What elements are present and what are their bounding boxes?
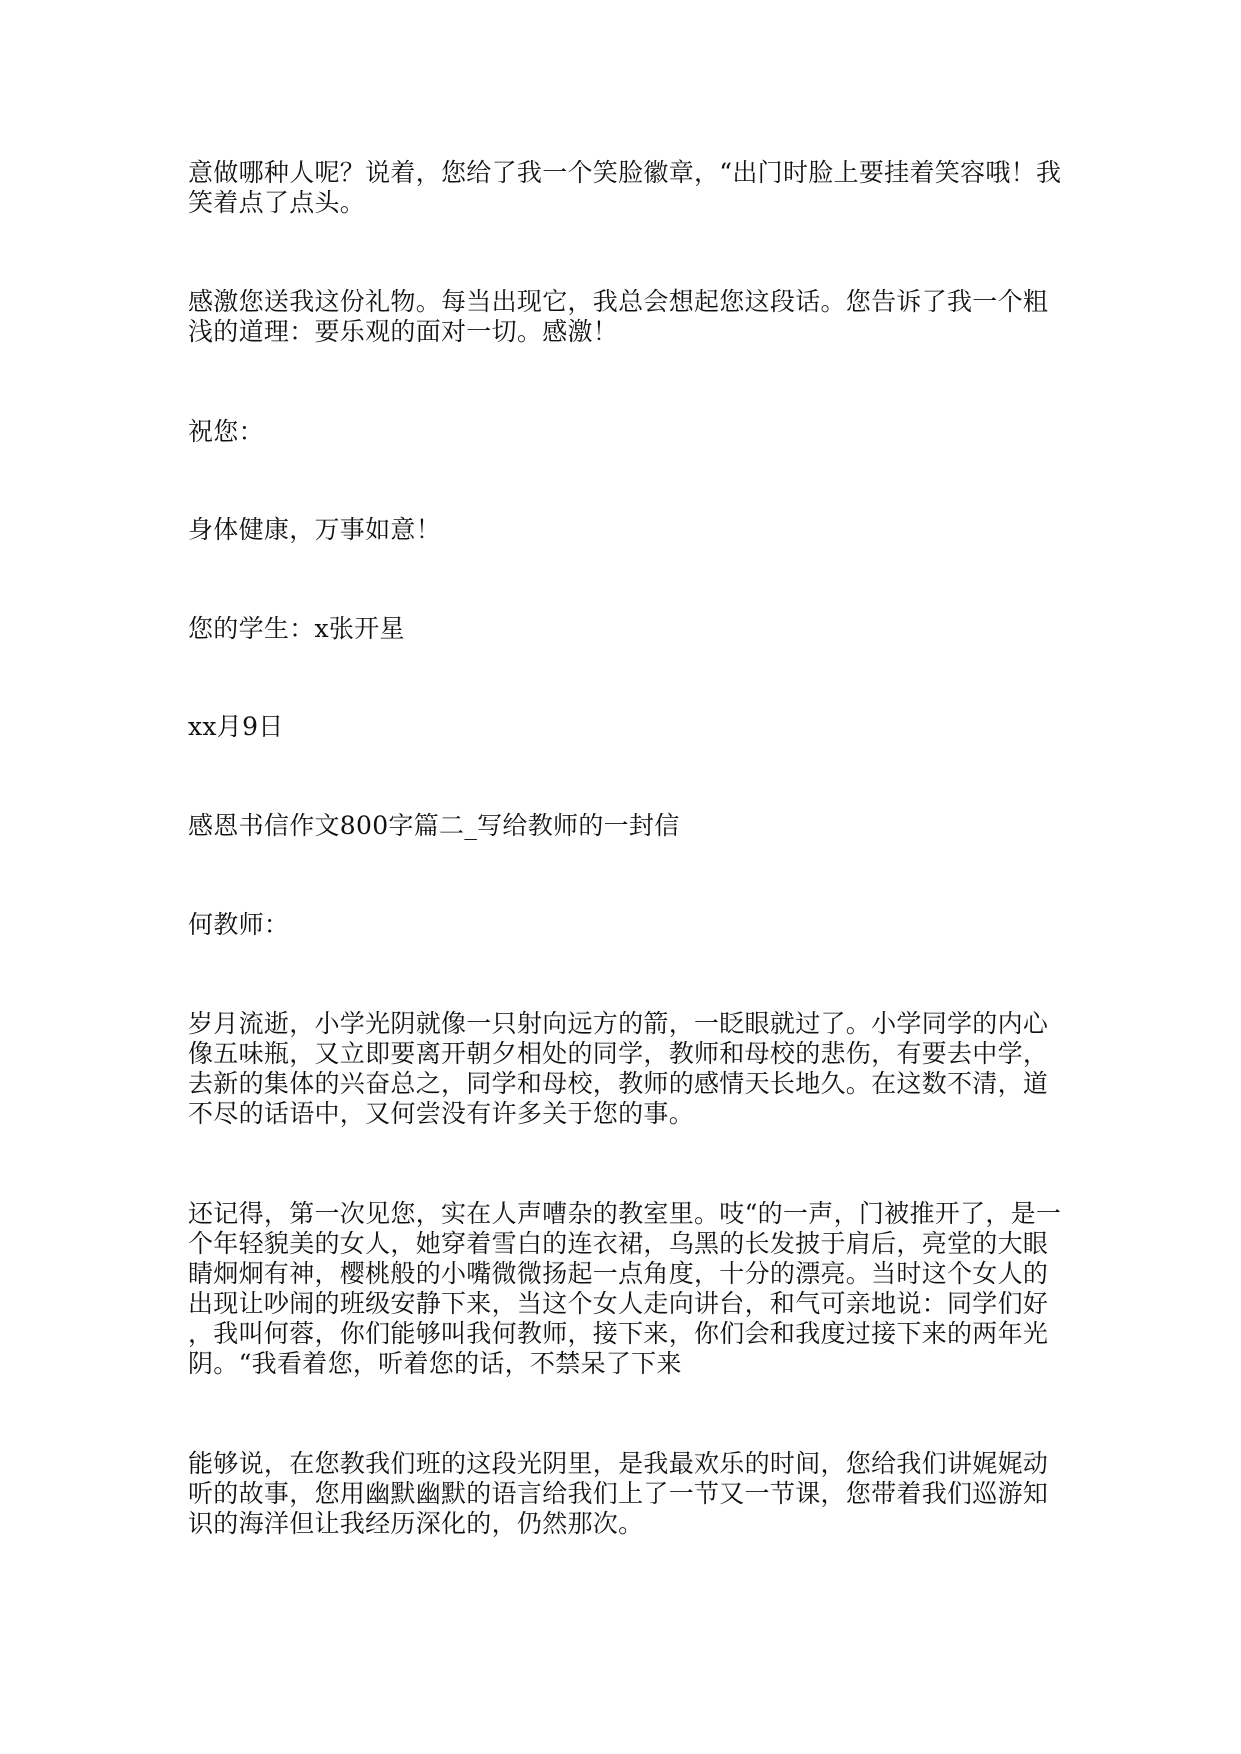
paragraph-line: 能够说，在您教我们班的这段光阴里，是我最欢乐的时间，您给我们讲娓娓动 xyxy=(188,1449,1049,1478)
paragraph-line: 阴。“我看着您，听着您的话，不禁呆了下来 xyxy=(188,1349,682,1378)
paragraph-line: 岁月流逝，小学光阴就像一只射向远方的箭，一眨眼就过了。小学同学的内心 xyxy=(188,1009,1049,1038)
paragraph-line: 去新的集体的兴奋总之，同学和母校，教师的感情天长地久。在这数不清，道 xyxy=(188,1069,1049,1098)
paragraph-line: 出现让吵闹的班级安静下来，当这个女人走向讲台，和气可亲地说：同学们好 xyxy=(188,1289,1049,1318)
paragraph-line: 感激您送我这份礼物。每当出现它，我总会想起您这段话。您告诉了我一个粗 xyxy=(188,287,1049,316)
section-heading: 感恩书信作文800字篇二_写给教师的一封信 xyxy=(188,811,680,840)
closing-salutation: 祝您： xyxy=(188,417,264,446)
paragraph-line: 听的故事，您用幽默幽默的语言给我们上了一节又一节课，您带着我们巡游知 xyxy=(188,1479,1049,1508)
paragraph-line: 像五味瓶，又立即要离开朝夕相处的同学，教师和母校的悲伤，有要去中学， xyxy=(188,1039,1049,1068)
paragraph-line: 还记得，第一次见您，实在人声嘈杂的教室里。吱“的一声，门被推开了，是一 xyxy=(188,1199,1062,1228)
paragraph-line: 睛炯炯有神，樱桃般的小嘴微微扬起一点角度，十分的漂亮。当时这个女人的 xyxy=(188,1259,1049,1288)
paragraph-line: 意做哪种人呢？说着，您给了我一个笑脸徽章，“出门时脸上要挂着笑容哦！我 xyxy=(188,158,1062,187)
date-line: xx月9日 xyxy=(188,712,284,741)
paragraph-line: 不尽的话语中，又何尝没有许多关于您的事。 xyxy=(188,1099,695,1128)
paragraph-line: ，我叫何蓉，你们能够叫我何教师，接下来，你们会和我度过接下来的两年光 xyxy=(188,1319,1049,1348)
paragraph-line: 识的海洋但让我经历深化的，仍然那次。 xyxy=(188,1509,644,1538)
paragraph-line: 浅的道理：要乐观的面对一切。感激！ xyxy=(188,317,619,346)
closing-wish: 身体健康，万事如意！ xyxy=(188,515,442,544)
paragraph-line: 个年轻貌美的女人，她穿着雪白的连衣裙，乌黑的长发披于肩后，亮堂的大眼 xyxy=(188,1229,1049,1258)
paragraph-line: 笑着点了点头。 xyxy=(188,188,366,217)
letter-greeting: 何教师： xyxy=(188,910,290,939)
signature-line: 您的学生：x张开星 xyxy=(188,614,405,643)
